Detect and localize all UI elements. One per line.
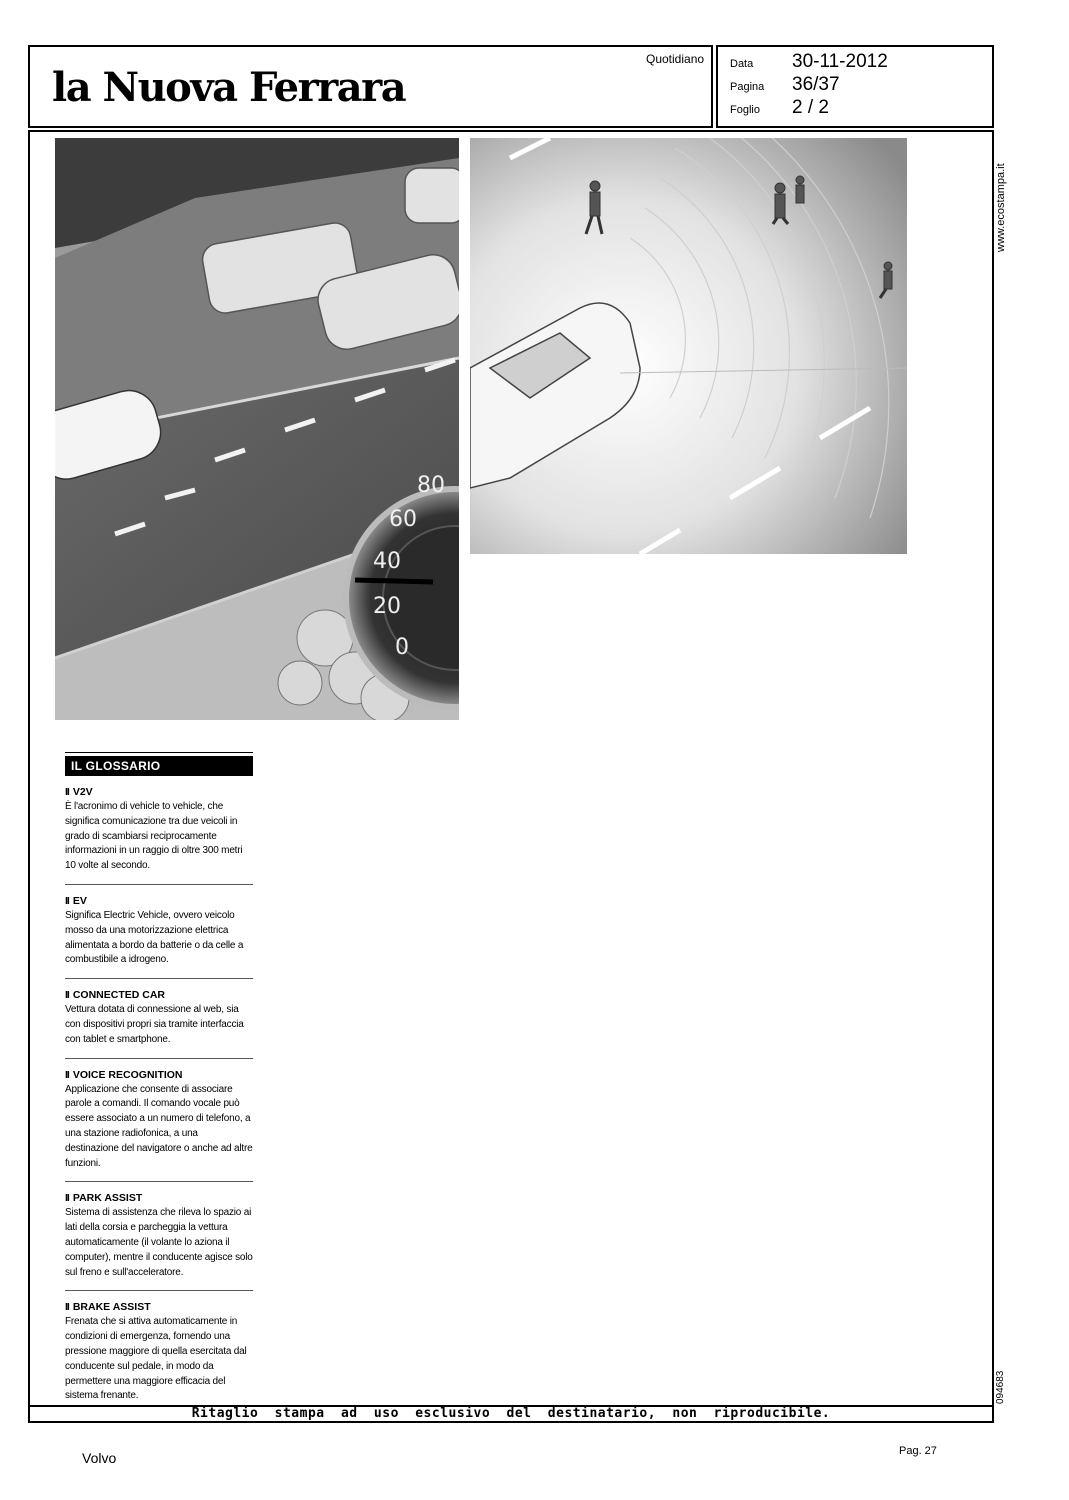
glossary-definition: È l'acronimo di vehicle to vehicle, che significa comunicazione tra due veicoli in grado di scambiarsi reciprocamente informazioni in un raggio di oltre 300 metri 10 volte al secondo.: [65, 801, 243, 872]
glossary-definition: Significa Electric Vehicle, ovvero veicolo mosso da una motorizzazione elettrica alimentata a bordo da batterie o da celle a combustibile a idrogeno.: [65, 909, 244, 966]
glossary-entry-voice-recognition: [65, 1059, 253, 1183]
bullet-mark: II: [65, 1301, 69, 1314]
glossary-term-label: V2V: [72, 786, 93, 798]
glossary-term: [65, 1069, 253, 1081]
bullet-mark: II: [65, 1068, 69, 1081]
meta-row-sheet: [730, 97, 829, 119]
meta-label: Foglio: [730, 104, 760, 116]
glossary-term: [65, 786, 253, 798]
glossary-definition: Frenata che si attiva automaticamente in condizioni di emergenza, fornendo una pressione maggiore di quella esercitata dal conducente sul pedale, in modo da permettere una maggiore efficacia del sistema frenante.: [65, 1316, 247, 1402]
bullet-mark: II: [65, 894, 69, 907]
glossary-term-label: PARK ASSIST: [72, 1192, 143, 1205]
glossary-term: [65, 989, 253, 1001]
page-number: Pag. 27: [899, 1445, 937, 1457]
glossary-entry-connected-car: [65, 979, 253, 1058]
glossary-entry-v2v: [65, 776, 253, 885]
speed-label-20: 20: [373, 594, 401, 619]
glossary-term-label: BRAKE ASSIST: [72, 1301, 151, 1314]
glossary-title: IL GLOSSARIO: [65, 756, 253, 776]
glossary-title-wrap: [65, 752, 253, 776]
glossary-definition: Applicazione che consente di associare parole a comandi. Il comando vocale può essere associato a un numero di telefono, a una stazione radiofonica, a una destinazione del navigatore o anche ad altre funzioni.: [65, 1083, 253, 1169]
road-scene-image: [55, 138, 459, 720]
bullet-mark: II: [65, 989, 69, 1002]
side-url: www.ecostampa.it: [995, 163, 1007, 252]
bullet-mark: II: [65, 786, 69, 798]
side-code: 094683: [995, 1370, 1006, 1404]
glossary-term-label: VOICE RECOGNITION: [72, 1068, 183, 1081]
meta-value: 30-11-2012: [792, 51, 888, 72]
road-scene-illustration: [55, 138, 459, 720]
meta-box: [716, 45, 994, 128]
pedestrian-detection-image: [470, 138, 907, 554]
newspaper-masthead: la Nuova Ferrara: [52, 64, 406, 111]
publication-type: Quotidiano: [646, 52, 705, 66]
speed-label-60: 60: [389, 507, 417, 532]
glossary-definition: Vettura dotata di connessione al web, sia con dispositivi propri sia tramite interfaccia con tablet e smartphone.: [65, 1004, 244, 1045]
meta-row-date: [730, 51, 888, 73]
glossary-term-label: CONNECTED CAR: [72, 989, 166, 1002]
glossary-entry-brake-assist: [65, 1291, 253, 1414]
glossary-term-label: EV: [72, 894, 87, 907]
brand-label: Volvo: [82, 1450, 117, 1466]
speed-label-40: 40: [373, 549, 401, 574]
speed-label-0: 0: [395, 635, 409, 660]
glossary-term: [65, 1301, 253, 1313]
meta-value: 36/37: [792, 74, 840, 95]
glossary: [65, 752, 253, 1414]
bullet-mark: II: [65, 1192, 69, 1205]
glossary-term: [65, 895, 253, 907]
speed-label-80: 80: [417, 473, 445, 498]
glossary-entry-park-assist: [65, 1182, 253, 1291]
glossary-entry-ev: [65, 885, 253, 979]
meta-label: Data: [730, 58, 754, 70]
glossary-term: [65, 1192, 253, 1204]
glossary-definition: Sistema di assistenza che rileva lo spazio ai lati della corsia e parcheggia la vettura automaticamente (il volante lo aziona il computer), mentre il conducente agisce solo sul freno e sull'acceleratore.: [65, 1207, 253, 1278]
reproduction-notice: Ritaglio stampa ad uso esclusivo del destinatario, non riproducibile.: [191, 1406, 831, 1421]
pedestrian-detection-illustration: [470, 138, 907, 554]
meta-label: Pagina: [730, 81, 765, 93]
meta-row-page: [730, 74, 840, 96]
meta-value: 2 / 2: [792, 97, 829, 118]
